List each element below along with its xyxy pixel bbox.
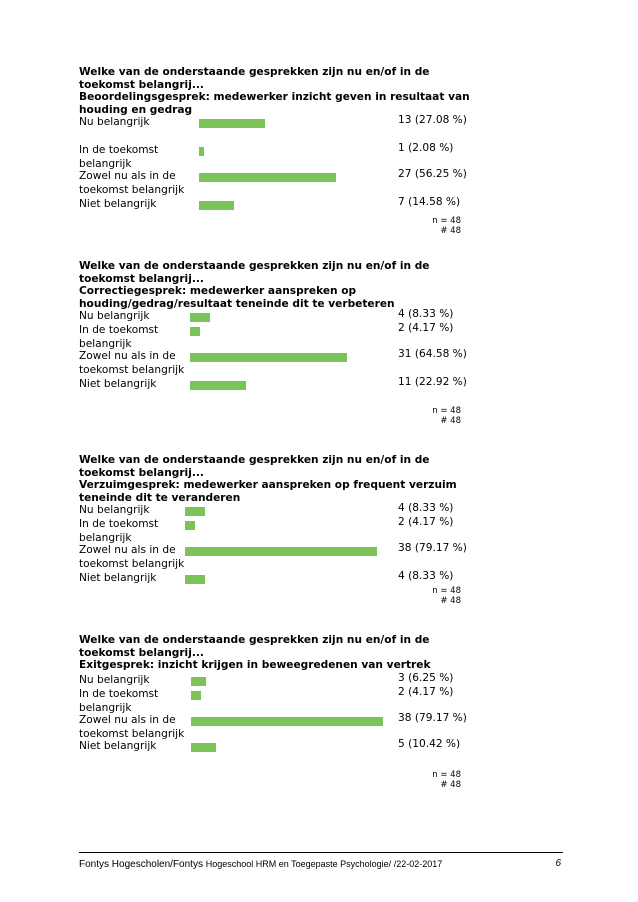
response-count: # 48	[440, 780, 461, 790]
sample-size: n = 48	[432, 770, 461, 780]
response-count: # 48	[440, 226, 461, 236]
category-label: Nu belangrijk	[79, 310, 150, 322]
category-label: In de toekomst belangrijk	[79, 688, 159, 714]
value-label: 38 (79.17 %)	[398, 712, 467, 724]
value-label: 4 (8.33 %)	[398, 570, 454, 582]
bar	[191, 691, 201, 700]
response-count: # 48	[440, 416, 461, 426]
category-label: Niet belangrijk	[79, 740, 157, 752]
footer-org: Fontys Hogescholen/Fontys	[79, 859, 206, 870]
value-label: 2 (4.17 %)	[398, 322, 454, 334]
bar	[191, 743, 216, 752]
category-label: Zowel nu als in de toekomst belangrijk	[79, 170, 185, 196]
question-subtitle: Beoordelingsgesprek: medewerker inzicht geven in resultaat van houding en gedrag	[79, 91, 470, 116]
page-number: 6	[555, 858, 561, 869]
question-title: Welke van de onderstaande gesprekken zijn nu en/of in de toekomst belangrij...	[79, 454, 430, 479]
category-label: Nu belangrijk	[79, 504, 150, 516]
category-label: In de toekomst belangrijk	[79, 518, 159, 544]
value-label: 2 (4.17 %)	[398, 686, 454, 698]
category-label: Niet belangrijk	[79, 198, 157, 210]
value-label: 4 (8.33 %)	[398, 502, 454, 514]
value-label: 7 (14.58 %)	[398, 196, 461, 208]
value-label: 27 (56.25 %)	[398, 168, 467, 180]
value-label: 13 (27.08 %)	[398, 114, 467, 126]
bar	[185, 547, 377, 556]
category-label: In de toekomst belangrijk	[79, 324, 159, 350]
category-label: Zowel nu als in de toekomst belangrijk	[79, 714, 185, 740]
category-label: Nu belangrijk	[79, 674, 150, 686]
bar	[185, 507, 205, 516]
question-title: Welke van de onderstaande gesprekken zijn nu en/of in de toekomst belangrij...	[79, 634, 430, 659]
category-label: Nu belangrijk	[79, 116, 150, 128]
sample-size: n = 48	[432, 586, 461, 596]
bar	[199, 119, 265, 128]
chart-section-2	[79, 260, 479, 432]
chart-section-4	[79, 634, 479, 796]
sample-size: n = 48	[432, 406, 461, 416]
sample-size: n = 48	[432, 216, 461, 226]
bar	[190, 313, 210, 322]
bar	[185, 521, 195, 530]
category-label: Zowel nu als in de toekomst belangrijk	[79, 350, 185, 376]
value-label: 11 (22.92 %)	[398, 376, 467, 388]
bar	[190, 327, 200, 336]
bar	[190, 381, 246, 390]
category-label: Zowel nu als in de toekomst belangrijk	[79, 544, 185, 570]
bar	[199, 147, 204, 156]
value-label: 3 (6.25 %)	[398, 672, 454, 684]
footer-divider	[79, 852, 563, 853]
footer-school: Hogeschool HRM en Toegepaste Psychologie/	[205, 859, 394, 869]
bar	[190, 353, 347, 362]
footer-date: /22-02-2017	[393, 859, 443, 869]
value-label: 31 (64.58 %)	[398, 348, 467, 360]
bar	[199, 201, 234, 210]
category-label: Niet belangrijk	[79, 378, 157, 390]
footer-text	[79, 859, 442, 870]
value-label: 2 (4.17 %)	[398, 516, 454, 528]
chart-section-1	[79, 66, 479, 242]
bar	[191, 677, 206, 686]
question-subtitle: Exitgesprek: inzicht krijgen in beweegredenen van vertrek	[79, 659, 431, 671]
value-label: 5 (10.42 %)	[398, 738, 461, 750]
bar	[185, 575, 205, 584]
question-subtitle: Correctiegesprek: medewerker aanspreken op houding/gedrag/resultaat teneinde dit te verbeteren	[79, 285, 395, 310]
page-footer	[79, 858, 563, 871]
question-title: Welke van de onderstaande gesprekken zijn nu en/of in de toekomst belangrij...	[79, 260, 430, 285]
value-label: 4 (8.33 %)	[398, 308, 454, 320]
bar	[191, 717, 383, 726]
category-label: In de toekomst belangrijk	[79, 144, 159, 170]
value-label: 38 (79.17 %)	[398, 542, 467, 554]
category-label: Niet belangrijk	[79, 572, 157, 584]
chart-section-3	[79, 454, 479, 612]
question-title: Welke van de onderstaande gesprekken zijn nu en/of in de toekomst belangrij...	[79, 66, 430, 91]
value-label: 1 (2.08 %)	[398, 142, 454, 154]
bar	[199, 173, 336, 182]
question-subtitle: Verzuimgesprek: medewerker aanspreken op frequent verzuim teneinde dit te veranderen	[79, 479, 457, 504]
response-count: # 48	[440, 596, 461, 606]
